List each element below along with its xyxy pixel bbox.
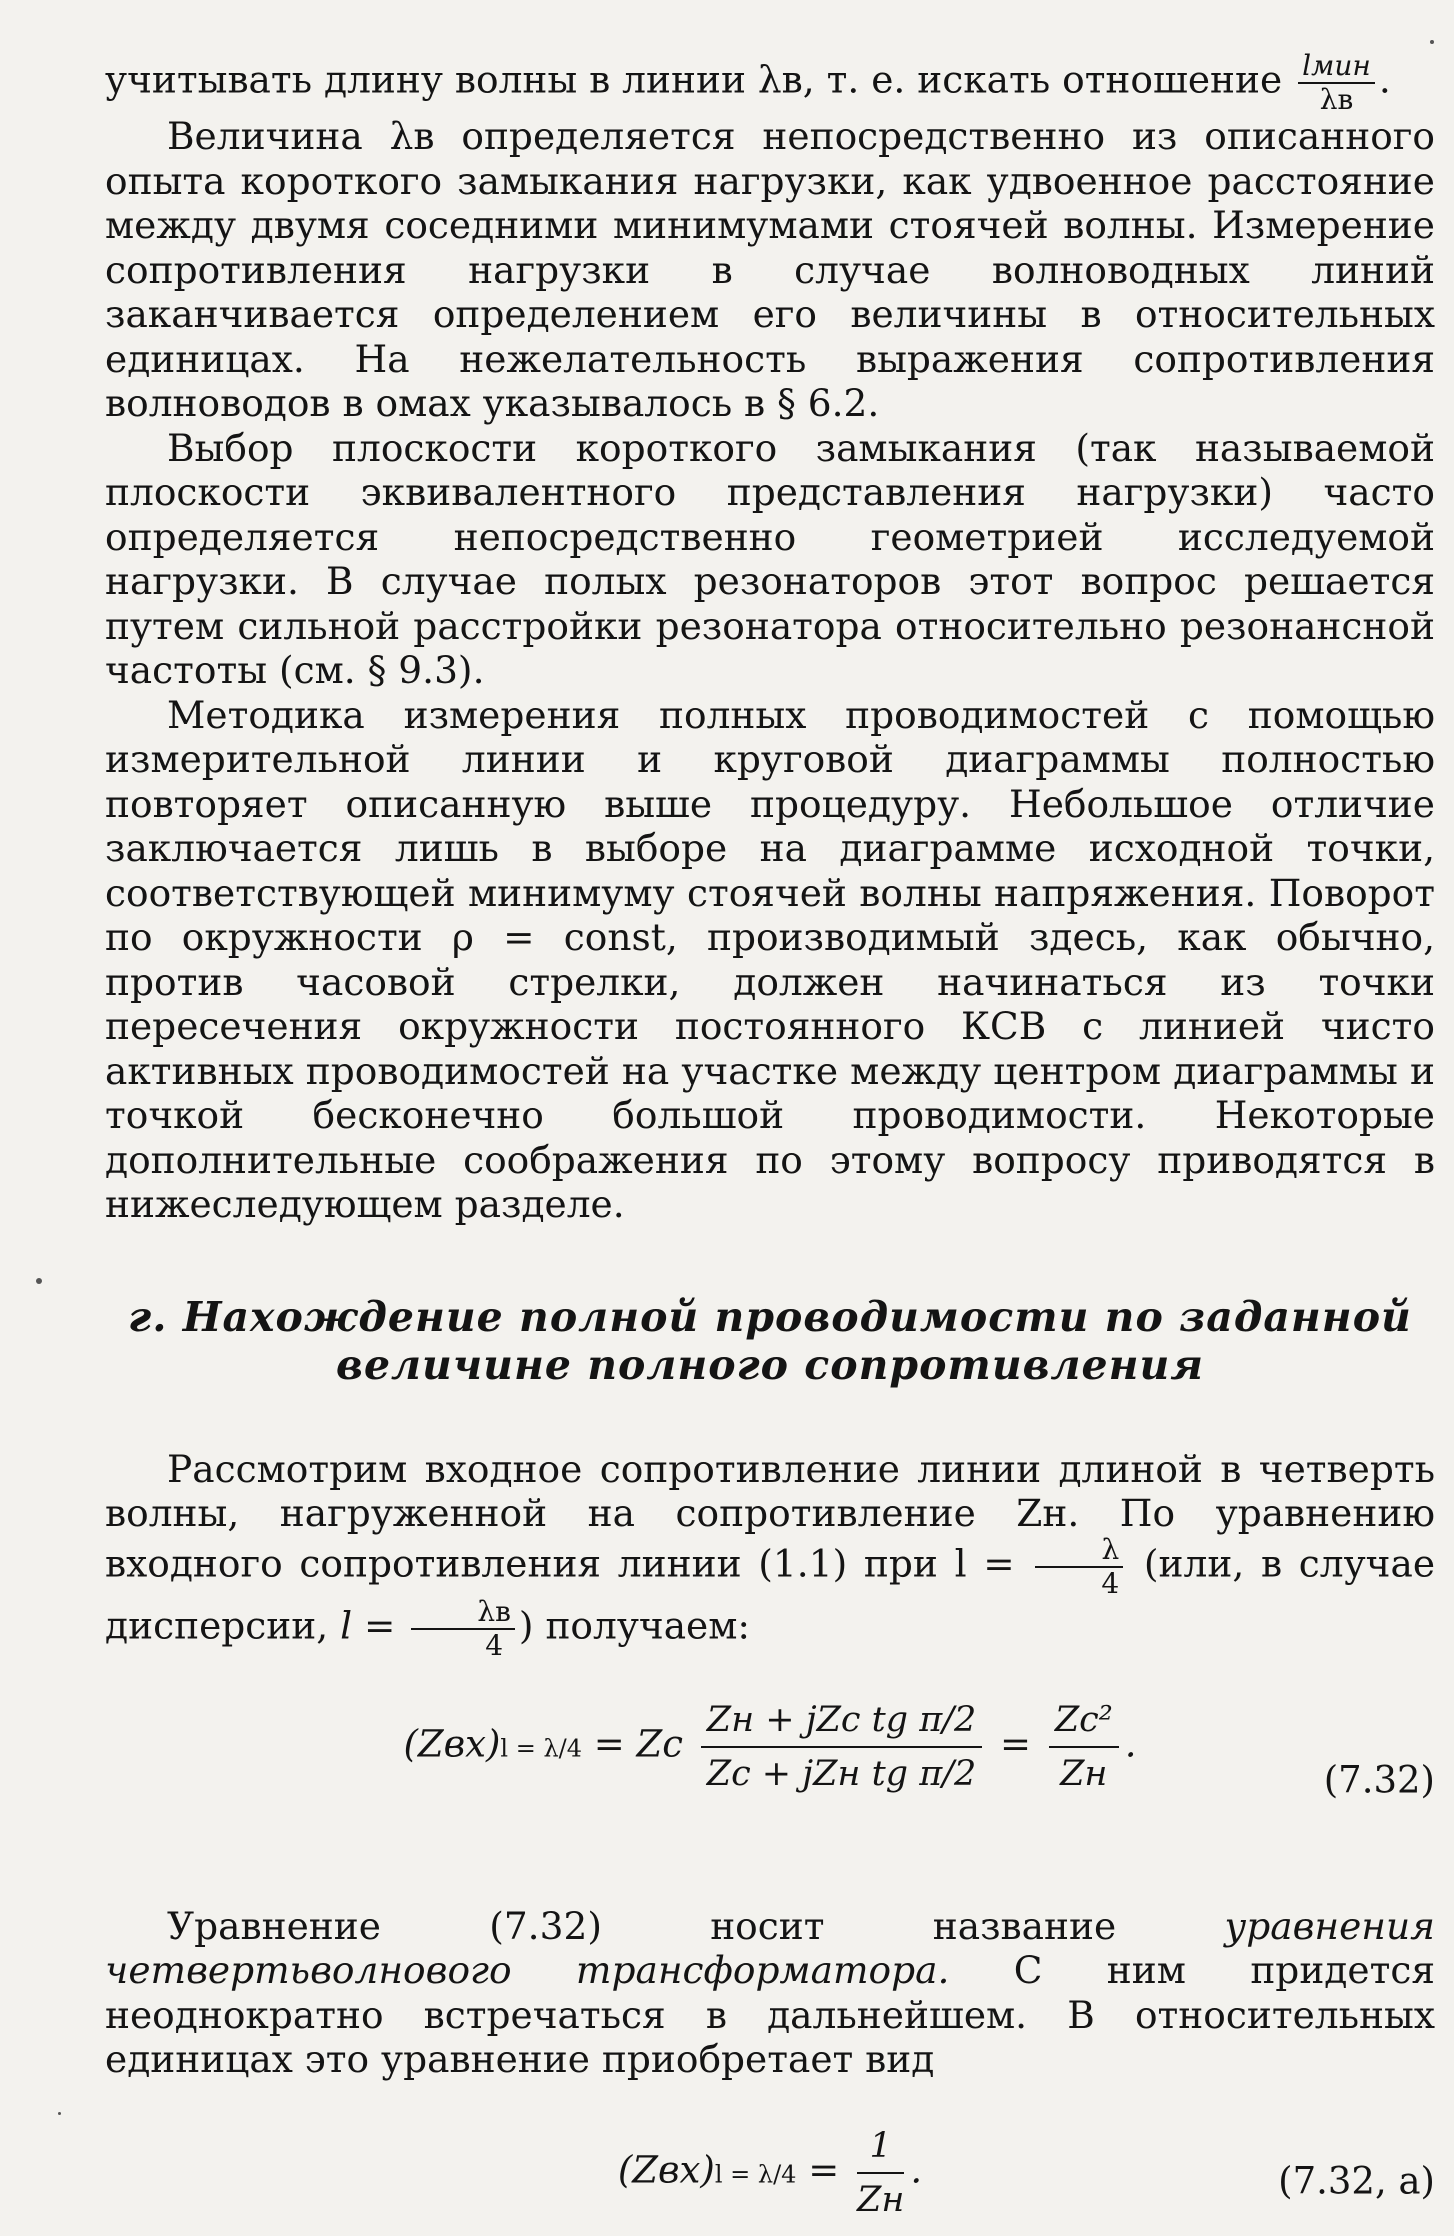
- paragraph-1-text: учитывать длину волны в линии λв, т. е. искать отношение: [105, 57, 1283, 102]
- eq1-result-numerator: Zc²: [1049, 1700, 1119, 1748]
- eq1-equals: = Zc: [593, 1722, 683, 1765]
- eq1-end: .: [1124, 1722, 1137, 1765]
- paragraph-2: Величина λв определяется непосредственно из описанного опыта короткого замыкания нагрузки, как удвоенное расстояние между двумя соседними минимумами стоячей волны. Измерение сопротивления нагрузки в случае волноводных линий заканчивается определением его величины в относительных единицах. На нежелательность выражения сопротивления волноводов в омах указывалось в § 6.2.: [105, 114, 1435, 425]
- ratio-fraction: [1298, 49, 1375, 116]
- paragraph-3: Выбор плоскости короткого замыкания (так называемой плоскости эквивалентного представления нагрузки) часто определяется непосредственно геометрией исследуемой нагрузки. В случае полых резонаторов этот вопрос решается путем сильной расстройки резонатора относительно резонансной частоты (см. § 9.3).: [105, 425, 1435, 692]
- paragraph-6-text-b: С ним придется неоднократно встречаться в дальнейшем. В относительных единицах это уравнение приобретает вид: [105, 1948, 1435, 2081]
- eq1-result-fraction: [1049, 1700, 1119, 1794]
- paragraph-5-text-a: Рассмотрим входное сопротивление линии длиной в четверть волны, нагруженной на сопротивление Zн. По уравнению входного сопротивления линии (1.1) при l =: [105, 1446, 1435, 1585]
- lambda-v-denominator: 4: [485, 1628, 504, 1662]
- eq1-main-fraction: [701, 1700, 983, 1794]
- scan-speck: [36, 1278, 42, 1284]
- scan-speck: [58, 2112, 61, 2115]
- eq1-denominator: Zc + jZн tg π/2: [706, 1753, 977, 1794]
- ratio-denominator: λв: [1319, 83, 1354, 116]
- eq2-end: .: [910, 2148, 923, 2191]
- paragraph-5-text-c: l =: [340, 1603, 396, 1647]
- eq1-equals-2: =: [1000, 1722, 1032, 1765]
- paragraph-6: [105, 1904, 1435, 2082]
- section-heading-line-1: г. Нахождение полной проводимости по заданной: [128, 1292, 1412, 1341]
- section-heading-line-2: величине полного сопротивления: [336, 1340, 1204, 1389]
- paragraph-1-end: .: [1378, 57, 1391, 102]
- paragraph-5-text-d: ) получаем:: [518, 1603, 751, 1647]
- eq1-lhs: (Zвх): [403, 1722, 501, 1765]
- eq2-fraction: [857, 2126, 904, 2220]
- equation-number-7-32a: (7.32, а): [1278, 2159, 1435, 2202]
- ratio-numerator: lмин: [1298, 52, 1375, 84]
- paragraph-1: [105, 49, 1435, 116]
- lambda-v-numerator: λв: [411, 1598, 515, 1630]
- equation-7-32: [105, 1700, 1435, 1860]
- paragraph-5-text-b: (или, в случае дисперсии,: [105, 1541, 1436, 1647]
- eq2-lhs-subscript: l = λ/4: [714, 2160, 797, 2188]
- paragraph-4: Методика измерения полных проводимостей с помощью измерительной линии и круговой диаграммы полностью повторяет описанную выше процедуру. Небольшое отличие заключается лишь в выборе на диаграмме исходной точки, соответствующей минимуму стоячей волны напряжения. Поворот по окружности ρ = const, производимый здесь, как обычно, против часовой стрелки, должен начинаться из точки пересечения окружности постоянного КСВ с линией чисто активных проводимостей на участке между центром диаграммы и точкой бесконечно большой проводимости. Некоторые дополнительные соображения по этому вопросу приводятся в нижеследующем разделе.: [105, 692, 1435, 1226]
- equation-7-32a: [105, 2126, 1435, 2236]
- lambda-v-quarter-fraction: [411, 1594, 515, 1662]
- scan-speck: [1430, 40, 1434, 44]
- eq1-result-denominator: Zн: [1060, 1753, 1108, 1794]
- paragraph-6-emphasis: уравнения четвертьволнового трансформатора.: [105, 1903, 1435, 1992]
- lambda-denominator: 4: [1101, 1566, 1120, 1600]
- eq1-numerator: Zн + jZc tg π/2: [701, 1700, 983, 1748]
- eq2-lhs: (Zвх): [617, 2148, 715, 2191]
- equation-7-32a-body: [105, 2126, 1435, 2220]
- eq2-numerator: 1: [857, 2126, 904, 2174]
- section-heading: [105, 1293, 1435, 1389]
- lambda-numerator: λ: [1035, 1536, 1123, 1568]
- paragraph-5: [105, 1447, 1435, 1660]
- eq2-equals: =: [808, 2148, 840, 2191]
- equation-number-7-32: (7.32): [1323, 1758, 1435, 1801]
- eq1-lhs-subscript: l = λ/4: [500, 1734, 583, 1762]
- paragraph-6-text-a: Уравнение (7.32) носит название: [167, 1903, 1117, 1948]
- eq2-denominator: Zн: [857, 2179, 905, 2220]
- lambda-quarter-fraction: [1035, 1532, 1123, 1600]
- equation-7-32-body: [105, 1700, 1435, 1794]
- page-text: [105, 49, 1436, 2236]
